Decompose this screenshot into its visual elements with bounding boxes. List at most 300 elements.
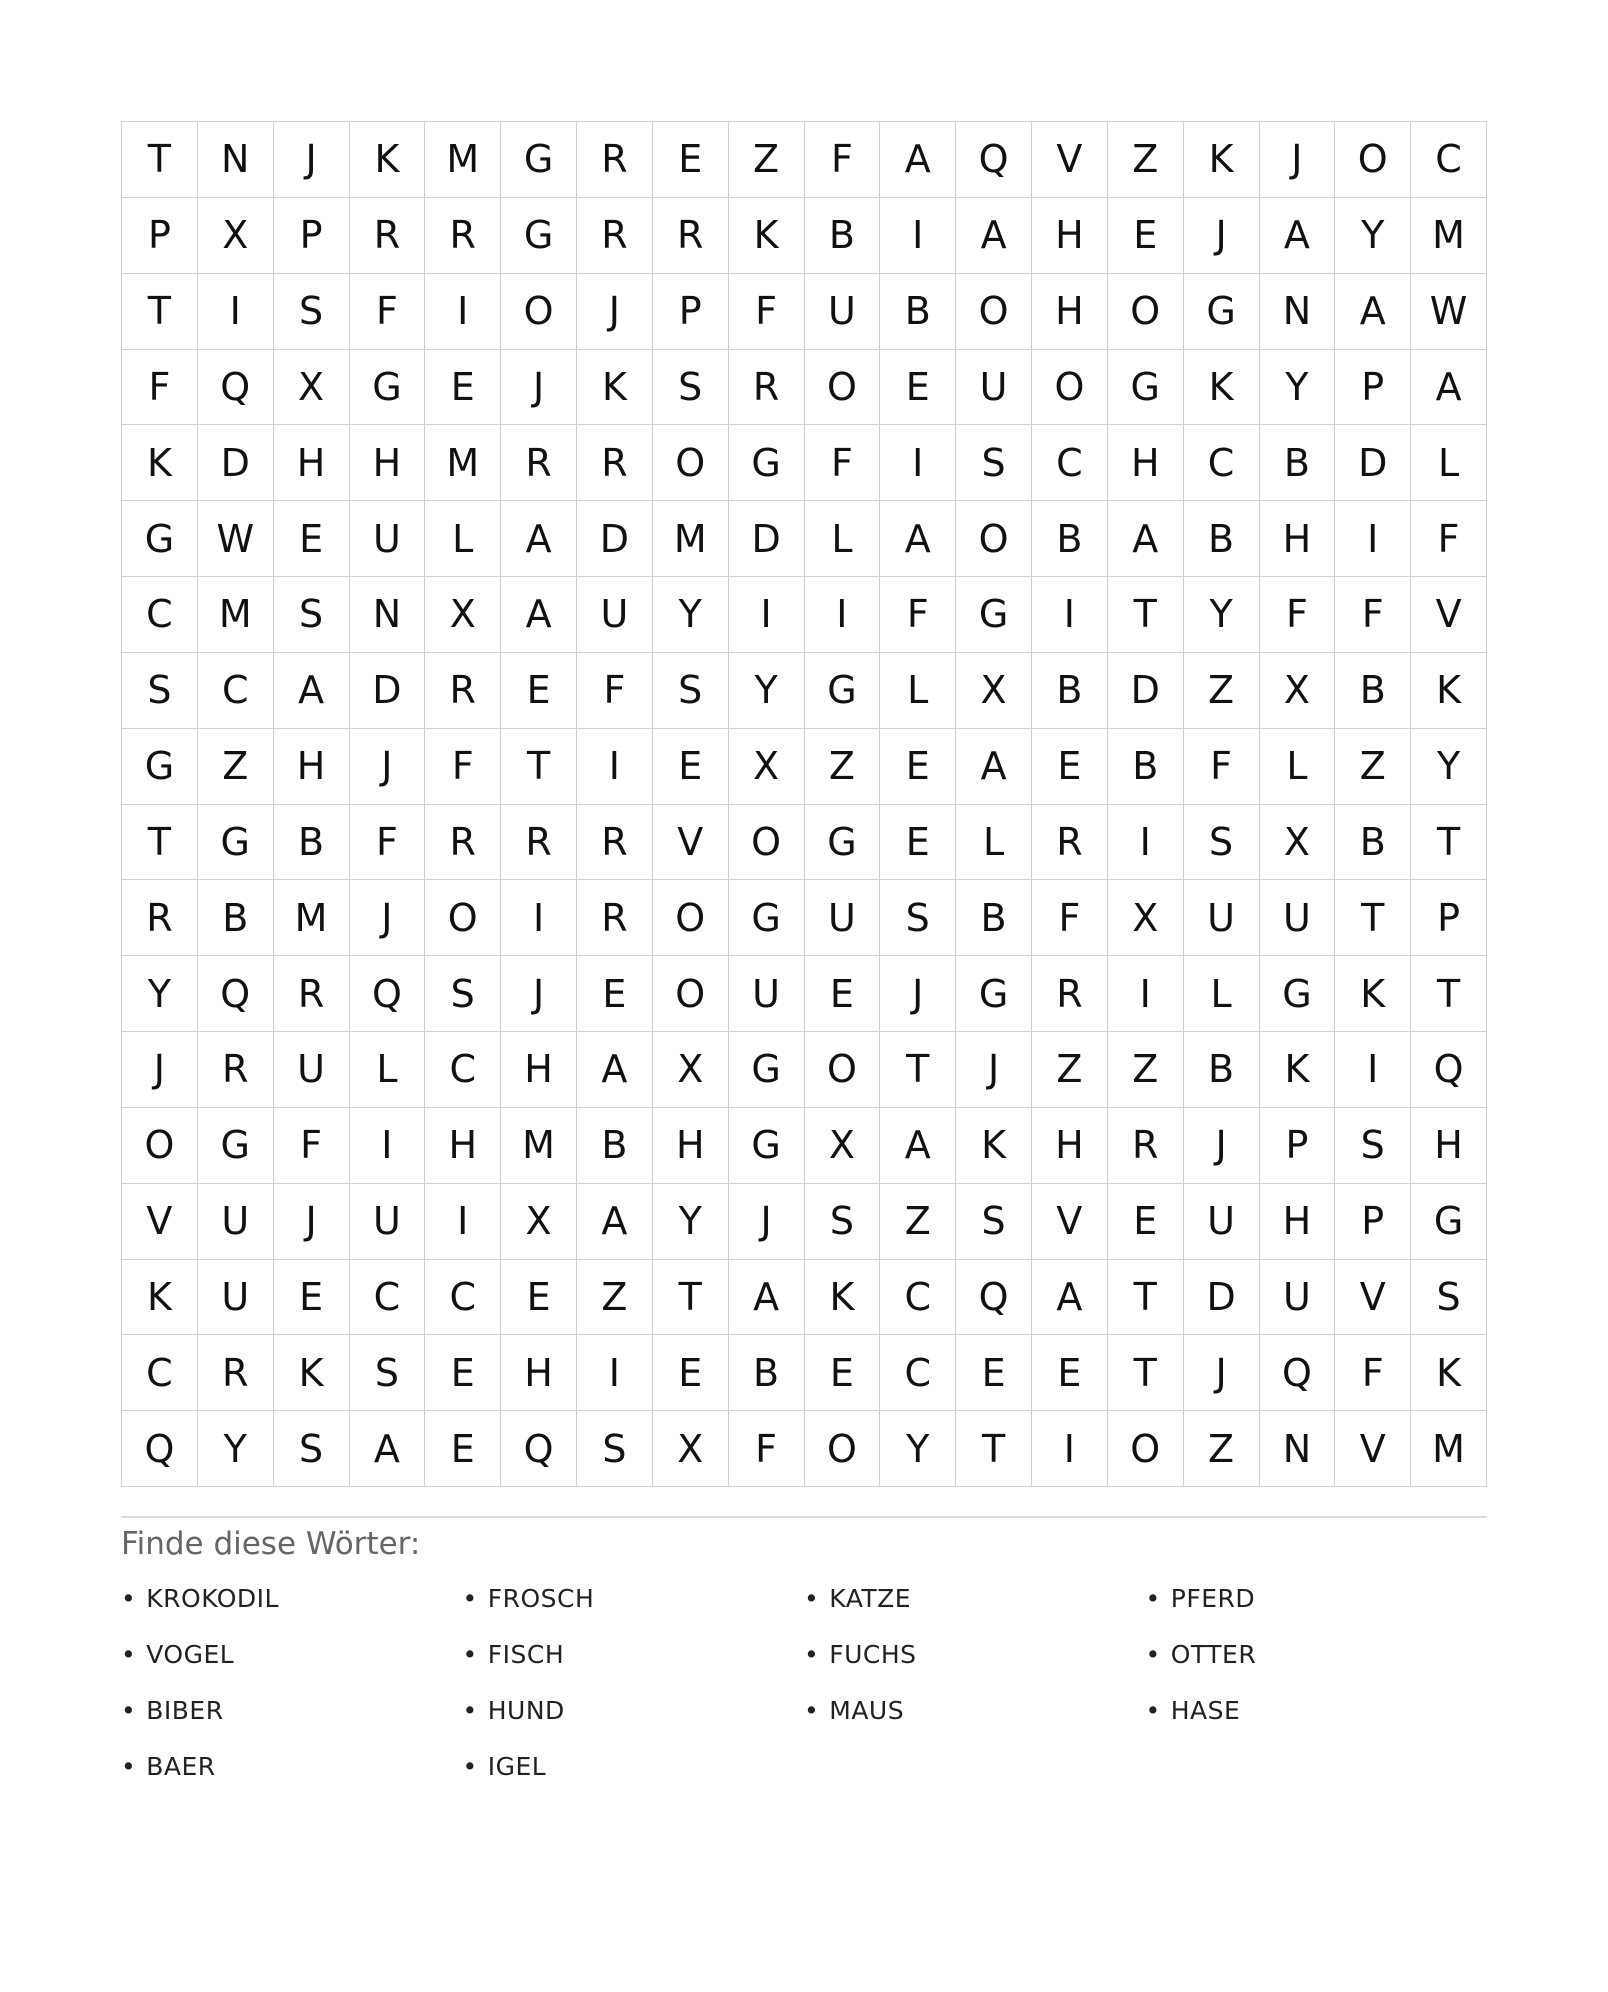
grid-cell[interactable]: Z bbox=[805, 729, 881, 805]
grid-cell[interactable]: L bbox=[1184, 956, 1260, 1032]
grid-cell[interactable]: S bbox=[274, 274, 350, 350]
grid-cell[interactable]: I bbox=[880, 198, 956, 274]
grid-cell[interactable]: B bbox=[880, 274, 956, 350]
grid-cell[interactable]: Z bbox=[1184, 653, 1260, 729]
grid-cell[interactable]: K bbox=[805, 1260, 881, 1336]
grid-cell[interactable]: N bbox=[198, 122, 274, 198]
grid-cell[interactable]: J bbox=[1184, 198, 1260, 274]
grid-cell[interactable]: V bbox=[122, 1184, 198, 1260]
grid-cell[interactable]: J bbox=[501, 350, 577, 426]
grid-cell[interactable]: K bbox=[956, 1108, 1032, 1184]
grid-cell[interactable]: F bbox=[577, 653, 653, 729]
grid-cell[interactable]: X bbox=[653, 1032, 729, 1108]
grid-cell[interactable]: G bbox=[198, 1108, 274, 1184]
grid-cell[interactable]: G bbox=[729, 425, 805, 501]
grid-cell[interactable]: A bbox=[1411, 350, 1487, 426]
grid-cell[interactable]: A bbox=[501, 501, 577, 577]
grid-cell[interactable]: R bbox=[577, 425, 653, 501]
grid-cell[interactable]: S bbox=[1411, 1260, 1487, 1336]
grid-cell[interactable]: O bbox=[956, 501, 1032, 577]
grid-cell[interactable]: B bbox=[1260, 425, 1336, 501]
grid-cell[interactable]: M bbox=[198, 577, 274, 653]
grid-cell[interactable]: Y bbox=[1184, 577, 1260, 653]
grid-cell[interactable]: E bbox=[1032, 729, 1108, 805]
grid-cell[interactable]: G bbox=[122, 501, 198, 577]
grid-cell[interactable]: O bbox=[653, 880, 729, 956]
grid-cell[interactable]: X bbox=[729, 729, 805, 805]
grid-cell[interactable]: A bbox=[1108, 501, 1184, 577]
grid-cell[interactable]: K bbox=[1184, 122, 1260, 198]
grid-cell[interactable]: T bbox=[1411, 805, 1487, 881]
grid-cell[interactable]: S bbox=[653, 350, 729, 426]
grid-cell[interactable]: V bbox=[1335, 1260, 1411, 1336]
grid-cell[interactable]: E bbox=[1108, 1184, 1184, 1260]
grid-cell[interactable]: I bbox=[1032, 577, 1108, 653]
grid-cell[interactable]: P bbox=[1260, 1108, 1336, 1184]
grid-cell[interactable]: C bbox=[122, 1335, 198, 1411]
grid-cell[interactable]: G bbox=[956, 577, 1032, 653]
grid-cell[interactable]: O bbox=[653, 956, 729, 1032]
grid-cell[interactable]: F bbox=[805, 122, 881, 198]
grid-cell[interactable]: B bbox=[198, 880, 274, 956]
grid-cell[interactable]: M bbox=[274, 880, 350, 956]
grid-cell[interactable]: F bbox=[805, 425, 881, 501]
grid-cell[interactable]: G bbox=[122, 729, 198, 805]
grid-cell[interactable]: M bbox=[501, 1108, 577, 1184]
grid-cell[interactable]: T bbox=[880, 1032, 956, 1108]
grid-cell[interactable]: I bbox=[1108, 805, 1184, 881]
grid-cell[interactable]: Z bbox=[1184, 1411, 1260, 1487]
grid-cell[interactable]: J bbox=[122, 1032, 198, 1108]
grid-cell[interactable]: A bbox=[350, 1411, 426, 1487]
grid-cell[interactable]: F bbox=[1260, 577, 1336, 653]
grid-cell[interactable]: I bbox=[729, 577, 805, 653]
grid-cell[interactable]: G bbox=[729, 880, 805, 956]
grid-cell[interactable]: J bbox=[350, 729, 426, 805]
grid-cell[interactable]: J bbox=[729, 1184, 805, 1260]
grid-cell[interactable]: H bbox=[1032, 198, 1108, 274]
grid-cell[interactable]: E bbox=[1032, 1335, 1108, 1411]
grid-cell[interactable]: H bbox=[350, 425, 426, 501]
grid-cell[interactable]: H bbox=[1032, 1108, 1108, 1184]
grid-cell[interactable]: T bbox=[501, 729, 577, 805]
grid-cell[interactable]: G bbox=[1411, 1184, 1487, 1260]
grid-cell[interactable]: K bbox=[274, 1335, 350, 1411]
grid-cell[interactable]: O bbox=[501, 274, 577, 350]
grid-cell[interactable]: R bbox=[1108, 1108, 1184, 1184]
grid-cell[interactable]: P bbox=[274, 198, 350, 274]
grid-cell[interactable]: G bbox=[956, 956, 1032, 1032]
grid-cell[interactable]: E bbox=[880, 729, 956, 805]
grid-cell[interactable]: X bbox=[425, 577, 501, 653]
grid-cell[interactable]: V bbox=[1032, 1184, 1108, 1260]
grid-cell[interactable]: E bbox=[653, 729, 729, 805]
grid-cell[interactable]: J bbox=[274, 122, 350, 198]
grid-cell[interactable]: I bbox=[198, 274, 274, 350]
grid-cell[interactable]: G bbox=[729, 1108, 805, 1184]
grid-cell[interactable]: J bbox=[1184, 1335, 1260, 1411]
grid-cell[interactable]: L bbox=[956, 805, 1032, 881]
grid-cell[interactable]: Q bbox=[501, 1411, 577, 1487]
grid-cell[interactable]: K bbox=[1411, 653, 1487, 729]
grid-cell[interactable]: F bbox=[1411, 501, 1487, 577]
grid-cell[interactable]: B bbox=[805, 198, 881, 274]
grid-cell[interactable]: K bbox=[350, 122, 426, 198]
grid-cell[interactable]: D bbox=[1335, 425, 1411, 501]
grid-cell[interactable]: K bbox=[729, 198, 805, 274]
grid-cell[interactable]: P bbox=[122, 198, 198, 274]
grid-cell[interactable]: Y bbox=[1411, 729, 1487, 805]
grid-cell[interactable]: X bbox=[1260, 805, 1336, 881]
grid-cell[interactable]: O bbox=[1032, 350, 1108, 426]
grid-cell[interactable]: A bbox=[577, 1184, 653, 1260]
grid-cell[interactable]: I bbox=[350, 1108, 426, 1184]
grid-cell[interactable]: H bbox=[1260, 1184, 1336, 1260]
grid-cell[interactable]: I bbox=[1032, 1411, 1108, 1487]
grid-cell[interactable]: K bbox=[1260, 1032, 1336, 1108]
grid-cell[interactable]: T bbox=[956, 1411, 1032, 1487]
grid-cell[interactable]: S bbox=[425, 956, 501, 1032]
grid-cell[interactable]: K bbox=[1411, 1335, 1487, 1411]
grid-cell[interactable]: G bbox=[729, 1032, 805, 1108]
grid-cell[interactable]: O bbox=[729, 805, 805, 881]
grid-cell[interactable]: T bbox=[122, 122, 198, 198]
grid-cell[interactable]: P bbox=[1335, 1184, 1411, 1260]
grid-cell[interactable]: T bbox=[122, 274, 198, 350]
grid-cell[interactable]: E bbox=[274, 501, 350, 577]
grid-cell[interactable]: H bbox=[501, 1032, 577, 1108]
grid-cell[interactable]: I bbox=[577, 1335, 653, 1411]
grid-cell[interactable]: S bbox=[956, 1184, 1032, 1260]
grid-cell[interactable]: I bbox=[1335, 501, 1411, 577]
grid-cell[interactable]: F bbox=[122, 350, 198, 426]
grid-cell[interactable]: I bbox=[1108, 956, 1184, 1032]
grid-cell[interactable]: I bbox=[805, 577, 881, 653]
grid-cell[interactable]: H bbox=[1032, 274, 1108, 350]
grid-cell[interactable]: I bbox=[501, 880, 577, 956]
grid-cell[interactable]: E bbox=[425, 1411, 501, 1487]
grid-cell[interactable]: R bbox=[425, 805, 501, 881]
grid-cell[interactable]: R bbox=[274, 956, 350, 1032]
grid-cell[interactable]: Q bbox=[122, 1411, 198, 1487]
grid-cell[interactable]: Z bbox=[1108, 1032, 1184, 1108]
grid-cell[interactable]: E bbox=[425, 350, 501, 426]
grid-cell[interactable]: K bbox=[577, 350, 653, 426]
grid-cell[interactable]: H bbox=[501, 1335, 577, 1411]
grid-cell[interactable]: V bbox=[653, 805, 729, 881]
grid-cell[interactable]: Y bbox=[653, 577, 729, 653]
grid-cell[interactable]: X bbox=[1108, 880, 1184, 956]
grid-cell[interactable]: R bbox=[425, 198, 501, 274]
grid-cell[interactable]: I bbox=[425, 274, 501, 350]
grid-cell[interactable]: Y bbox=[880, 1411, 956, 1487]
grid-cell[interactable]: C bbox=[1411, 122, 1487, 198]
grid-cell[interactable]: C bbox=[198, 653, 274, 729]
grid-cell[interactable]: D bbox=[1108, 653, 1184, 729]
grid-cell[interactable]: F bbox=[350, 274, 426, 350]
grid-cell[interactable]: X bbox=[805, 1108, 881, 1184]
grid-cell[interactable]: G bbox=[501, 198, 577, 274]
grid-cell[interactable]: H bbox=[1260, 501, 1336, 577]
grid-cell[interactable]: F bbox=[425, 729, 501, 805]
grid-cell[interactable]: R bbox=[1032, 956, 1108, 1032]
grid-cell[interactable]: R bbox=[501, 425, 577, 501]
grid-cell[interactable]: Y bbox=[198, 1411, 274, 1487]
grid-cell[interactable]: B bbox=[1032, 501, 1108, 577]
grid-cell[interactable]: J bbox=[577, 274, 653, 350]
grid-cell[interactable]: H bbox=[1411, 1108, 1487, 1184]
grid-cell[interactable]: E bbox=[501, 653, 577, 729]
grid-cell[interactable]: U bbox=[350, 501, 426, 577]
grid-cell[interactable]: R bbox=[425, 653, 501, 729]
grid-cell[interactable]: M bbox=[1411, 198, 1487, 274]
grid-cell[interactable]: Y bbox=[122, 956, 198, 1032]
grid-cell[interactable]: R bbox=[1032, 805, 1108, 881]
grid-cell[interactable]: C bbox=[350, 1260, 426, 1336]
grid-cell[interactable]: A bbox=[880, 1108, 956, 1184]
grid-cell[interactable]: B bbox=[1335, 653, 1411, 729]
grid-cell[interactable]: S bbox=[880, 880, 956, 956]
grid-cell[interactable]: W bbox=[1411, 274, 1487, 350]
grid-cell[interactable]: Q bbox=[956, 122, 1032, 198]
grid-cell[interactable]: D bbox=[1184, 1260, 1260, 1336]
grid-cell[interactable]: D bbox=[350, 653, 426, 729]
grid-cell[interactable]: A bbox=[956, 729, 1032, 805]
grid-cell[interactable]: G bbox=[350, 350, 426, 426]
grid-cell[interactable]: U bbox=[350, 1184, 426, 1260]
grid-cell[interactable]: K bbox=[122, 1260, 198, 1336]
grid-cell[interactable]: P bbox=[1411, 880, 1487, 956]
grid-cell[interactable]: U bbox=[1260, 1260, 1336, 1336]
grid-cell[interactable]: C bbox=[425, 1260, 501, 1336]
grid-cell[interactable]: E bbox=[880, 805, 956, 881]
grid-cell[interactable]: A bbox=[577, 1032, 653, 1108]
grid-cell[interactable]: E bbox=[501, 1260, 577, 1336]
grid-cell[interactable]: A bbox=[880, 122, 956, 198]
grid-cell[interactable]: B bbox=[577, 1108, 653, 1184]
grid-cell[interactable]: U bbox=[198, 1184, 274, 1260]
grid-cell[interactable]: F bbox=[880, 577, 956, 653]
grid-cell[interactable]: U bbox=[956, 350, 1032, 426]
grid-cell[interactable]: O bbox=[805, 350, 881, 426]
grid-cell[interactable]: X bbox=[274, 350, 350, 426]
grid-cell[interactable]: S bbox=[274, 577, 350, 653]
grid-cell[interactable]: G bbox=[805, 805, 881, 881]
grid-cell[interactable]: Z bbox=[1032, 1032, 1108, 1108]
grid-cell[interactable]: C bbox=[1032, 425, 1108, 501]
grid-cell[interactable]: H bbox=[653, 1108, 729, 1184]
grid-cell[interactable]: M bbox=[1411, 1411, 1487, 1487]
grid-cell[interactable]: C bbox=[880, 1260, 956, 1336]
grid-cell[interactable]: G bbox=[1184, 274, 1260, 350]
grid-cell[interactable]: T bbox=[1108, 577, 1184, 653]
grid-cell[interactable]: F bbox=[729, 1411, 805, 1487]
grid-cell[interactable]: A bbox=[1335, 274, 1411, 350]
grid-cell[interactable]: H bbox=[425, 1108, 501, 1184]
grid-cell[interactable]: I bbox=[1335, 1032, 1411, 1108]
grid-cell[interactable]: K bbox=[1184, 350, 1260, 426]
grid-cell[interactable]: E bbox=[805, 956, 881, 1032]
grid-cell[interactable]: J bbox=[501, 956, 577, 1032]
grid-cell[interactable]: C bbox=[122, 577, 198, 653]
grid-cell[interactable]: U bbox=[198, 1260, 274, 1336]
grid-cell[interactable]: F bbox=[1335, 577, 1411, 653]
grid-cell[interactable]: Z bbox=[729, 122, 805, 198]
grid-cell[interactable]: R bbox=[577, 880, 653, 956]
grid-cell[interactable]: W bbox=[198, 501, 274, 577]
grid-cell[interactable]: R bbox=[729, 350, 805, 426]
grid-cell[interactable]: R bbox=[653, 198, 729, 274]
grid-cell[interactable]: G bbox=[501, 122, 577, 198]
grid-cell[interactable]: S bbox=[1184, 805, 1260, 881]
grid-cell[interactable]: Y bbox=[1260, 350, 1336, 426]
grid-cell[interactable]: O bbox=[1108, 274, 1184, 350]
grid-cell[interactable]: F bbox=[729, 274, 805, 350]
grid-cell[interactable]: B bbox=[274, 805, 350, 881]
grid-cell[interactable]: A bbox=[501, 577, 577, 653]
grid-cell[interactable]: L bbox=[425, 501, 501, 577]
grid-cell[interactable]: R bbox=[350, 198, 426, 274]
grid-cell[interactable]: U bbox=[1184, 880, 1260, 956]
grid-cell[interactable]: O bbox=[805, 1032, 881, 1108]
grid-cell[interactable]: O bbox=[122, 1108, 198, 1184]
grid-cell[interactable]: Z bbox=[880, 1184, 956, 1260]
grid-cell[interactable]: R bbox=[198, 1335, 274, 1411]
grid-cell[interactable]: F bbox=[1335, 1335, 1411, 1411]
grid-cell[interactable]: P bbox=[1335, 350, 1411, 426]
grid-cell[interactable]: L bbox=[1411, 425, 1487, 501]
grid-cell[interactable]: T bbox=[1108, 1260, 1184, 1336]
grid-cell[interactable]: E bbox=[880, 350, 956, 426]
grid-cell[interactable]: C bbox=[425, 1032, 501, 1108]
grid-cell[interactable]: S bbox=[577, 1411, 653, 1487]
grid-cell[interactable]: M bbox=[653, 501, 729, 577]
grid-cell[interactable]: R bbox=[198, 1032, 274, 1108]
grid-cell[interactable]: H bbox=[274, 425, 350, 501]
grid-cell[interactable]: C bbox=[880, 1335, 956, 1411]
grid-cell[interactable]: Z bbox=[1108, 122, 1184, 198]
grid-cell[interactable]: Y bbox=[1335, 198, 1411, 274]
grid-cell[interactable]: F bbox=[274, 1108, 350, 1184]
grid-cell[interactable]: C bbox=[1184, 425, 1260, 501]
grid-cell[interactable]: V bbox=[1335, 1411, 1411, 1487]
grid-cell[interactable]: U bbox=[577, 577, 653, 653]
grid-cell[interactable]: G bbox=[1260, 956, 1336, 1032]
grid-cell[interactable]: S bbox=[274, 1411, 350, 1487]
grid-cell[interactable]: R bbox=[577, 122, 653, 198]
grid-cell[interactable]: A bbox=[274, 653, 350, 729]
grid-cell[interactable]: T bbox=[122, 805, 198, 881]
grid-cell[interactable]: O bbox=[956, 274, 1032, 350]
grid-cell[interactable]: H bbox=[274, 729, 350, 805]
grid-cell[interactable]: B bbox=[956, 880, 1032, 956]
grid-cell[interactable]: Y bbox=[653, 1184, 729, 1260]
grid-cell[interactable]: L bbox=[880, 653, 956, 729]
grid-cell[interactable]: L bbox=[350, 1032, 426, 1108]
grid-cell[interactable]: Y bbox=[729, 653, 805, 729]
grid-cell[interactable]: Q bbox=[1411, 1032, 1487, 1108]
grid-cell[interactable]: L bbox=[805, 501, 881, 577]
grid-cell[interactable]: G bbox=[805, 653, 881, 729]
grid-cell[interactable]: J bbox=[274, 1184, 350, 1260]
grid-cell[interactable]: S bbox=[956, 425, 1032, 501]
grid-cell[interactable]: M bbox=[425, 425, 501, 501]
grid-cell[interactable]: S bbox=[805, 1184, 881, 1260]
grid-cell[interactable]: O bbox=[653, 425, 729, 501]
grid-cell[interactable]: A bbox=[1032, 1260, 1108, 1336]
grid-cell[interactable]: S bbox=[1335, 1108, 1411, 1184]
grid-cell[interactable]: I bbox=[425, 1184, 501, 1260]
grid-cell[interactable]: D bbox=[577, 501, 653, 577]
grid-cell[interactable]: T bbox=[1335, 880, 1411, 956]
grid-cell[interactable]: P bbox=[653, 274, 729, 350]
grid-cell[interactable]: Z bbox=[1335, 729, 1411, 805]
grid-cell[interactable]: E bbox=[653, 1335, 729, 1411]
grid-cell[interactable]: H bbox=[1108, 425, 1184, 501]
grid-cell[interactable]: Z bbox=[577, 1260, 653, 1336]
grid-cell[interactable]: E bbox=[653, 122, 729, 198]
grid-cell[interactable]: Z bbox=[198, 729, 274, 805]
grid-cell[interactable]: K bbox=[122, 425, 198, 501]
grid-cell[interactable]: M bbox=[425, 122, 501, 198]
grid-cell[interactable]: Q bbox=[350, 956, 426, 1032]
grid-cell[interactable]: F bbox=[1184, 729, 1260, 805]
grid-cell[interactable]: V bbox=[1032, 122, 1108, 198]
grid-cell[interactable]: A bbox=[956, 198, 1032, 274]
grid-cell[interactable]: T bbox=[653, 1260, 729, 1336]
grid-cell[interactable]: K bbox=[1335, 956, 1411, 1032]
grid-cell[interactable]: T bbox=[1411, 956, 1487, 1032]
grid-cell[interactable]: S bbox=[350, 1335, 426, 1411]
grid-cell[interactable]: O bbox=[1108, 1411, 1184, 1487]
grid-cell[interactable]: R bbox=[577, 805, 653, 881]
grid-cell[interactable]: J bbox=[350, 880, 426, 956]
grid-cell[interactable]: J bbox=[1184, 1108, 1260, 1184]
grid-cell[interactable]: X bbox=[198, 198, 274, 274]
grid-cell[interactable]: Q bbox=[1260, 1335, 1336, 1411]
grid-cell[interactable]: E bbox=[805, 1335, 881, 1411]
grid-cell[interactable]: R bbox=[122, 880, 198, 956]
grid-cell[interactable]: U bbox=[1184, 1184, 1260, 1260]
grid-cell[interactable]: Q bbox=[956, 1260, 1032, 1336]
grid-cell[interactable]: D bbox=[729, 501, 805, 577]
grid-cell[interactable]: O bbox=[805, 1411, 881, 1487]
grid-cell[interactable]: N bbox=[350, 577, 426, 653]
grid-cell[interactable]: E bbox=[577, 956, 653, 1032]
grid-cell[interactable]: B bbox=[1335, 805, 1411, 881]
grid-cell[interactable]: Q bbox=[198, 956, 274, 1032]
grid-cell[interactable]: O bbox=[425, 880, 501, 956]
grid-cell[interactable]: E bbox=[956, 1335, 1032, 1411]
grid-cell[interactable]: X bbox=[956, 653, 1032, 729]
grid-cell[interactable]: J bbox=[1260, 122, 1336, 198]
grid-cell[interactable]: X bbox=[501, 1184, 577, 1260]
grid-cell[interactable]: X bbox=[653, 1411, 729, 1487]
grid-cell[interactable]: B bbox=[729, 1335, 805, 1411]
grid-cell[interactable]: G bbox=[198, 805, 274, 881]
grid-cell[interactable]: U bbox=[274, 1032, 350, 1108]
grid-cell[interactable]: N bbox=[1260, 1411, 1336, 1487]
grid-cell[interactable]: D bbox=[198, 425, 274, 501]
grid-cell[interactable]: N bbox=[1260, 274, 1336, 350]
grid-cell[interactable]: V bbox=[1411, 577, 1487, 653]
grid-cell[interactable]: J bbox=[956, 1032, 1032, 1108]
grid-cell[interactable]: F bbox=[350, 805, 426, 881]
grid-cell[interactable]: A bbox=[729, 1260, 805, 1336]
grid-cell[interactable]: G bbox=[1108, 350, 1184, 426]
grid-cell[interactable]: X bbox=[1260, 653, 1336, 729]
grid-cell[interactable]: Q bbox=[198, 350, 274, 426]
